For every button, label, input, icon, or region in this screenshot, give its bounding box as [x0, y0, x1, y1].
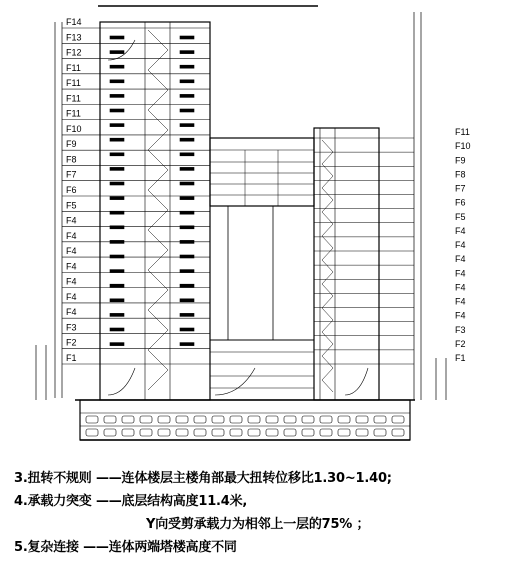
room-tag — [110, 109, 124, 112]
room-tag — [180, 255, 194, 258]
right-floor-label: F7 — [455, 183, 466, 194]
right-floor-label: F2 — [455, 338, 466, 349]
parking-car — [374, 429, 386, 436]
room-tag — [110, 226, 124, 229]
note-title: 承载力突变 — [27, 494, 92, 509]
left-floor-label: F7 — [66, 169, 77, 180]
right-floor-label: F4 — [455, 268, 466, 279]
parking-car — [356, 429, 368, 436]
left-floor-label: F11 — [66, 93, 81, 104]
room-tag — [180, 167, 194, 170]
right-tower — [314, 128, 379, 400]
parking-car — [212, 416, 224, 423]
left-floor-label: F4 — [66, 291, 77, 302]
parking-car — [320, 429, 332, 436]
note-dash: —— — [95, 471, 122, 486]
room-tag — [110, 284, 124, 287]
note-capacity — [14, 490, 247, 509]
note-title: 复杂连接 — [27, 540, 79, 555]
left-floor-label: F4 — [66, 276, 77, 287]
left-floor-label: F4 — [66, 230, 77, 241]
parking-car — [194, 429, 206, 436]
left-floor-label: F14 — [66, 17, 82, 27]
room-tag — [110, 51, 124, 54]
left-dimension-chain — [36, 22, 62, 400]
room-tag — [180, 65, 194, 68]
parking-car — [176, 416, 188, 423]
note-title: 扭转不规则 — [27, 471, 92, 486]
room-tag — [110, 255, 124, 258]
parking-car — [212, 429, 224, 436]
room-tag — [180, 124, 194, 127]
room-tag — [110, 65, 124, 68]
parking-car — [140, 416, 152, 423]
right-floor-label: F11 — [455, 127, 470, 137]
parking-car — [392, 416, 404, 423]
left-floor-label: F4 — [66, 307, 77, 318]
left-floor-label: F8 — [66, 154, 77, 165]
note-dash: —— — [95, 494, 122, 509]
room-tag — [110, 299, 124, 302]
note-text: 底层结构高度11.4米, — [121, 494, 248, 509]
right-floor-label: F4 — [455, 240, 466, 250]
parking-car — [284, 416, 296, 423]
room-tag — [180, 36, 194, 39]
parking-car — [230, 429, 242, 436]
parking-car — [86, 416, 98, 423]
left-floor-label: F4 — [66, 246, 77, 257]
parking-car — [374, 416, 386, 423]
left-floor-label: F13 — [66, 32, 82, 43]
note-number: 5. — [14, 540, 28, 555]
right-floor-label: F3 — [455, 324, 466, 335]
connecting-bridge — [210, 138, 314, 400]
parking-car — [140, 429, 152, 436]
room-tag — [110, 240, 124, 243]
parking-car — [266, 416, 278, 423]
room-tag — [180, 109, 194, 112]
room-tag — [180, 313, 194, 316]
left-floor-label: F12 — [66, 47, 82, 58]
left-floor-label: F11 — [66, 78, 81, 89]
basement-foundation — [75, 400, 415, 440]
room-tag — [180, 240, 194, 243]
room-tag — [110, 182, 124, 185]
parking-car — [176, 429, 188, 436]
room-tag — [110, 211, 124, 214]
room-tag — [180, 343, 194, 346]
right-floor-label: F4 — [455, 225, 466, 236]
parking-car — [194, 416, 206, 423]
room-tag — [110, 94, 124, 97]
parking-car — [356, 416, 368, 423]
room-tag — [180, 80, 194, 83]
room-tag — [180, 211, 194, 214]
room-tag — [110, 124, 124, 127]
left-floor-label: F4 — [66, 261, 77, 272]
room-tag — [180, 182, 194, 185]
parking-car — [122, 429, 134, 436]
room-tag — [180, 153, 194, 156]
note-capacity-continued — [146, 513, 369, 532]
room-tag — [110, 80, 124, 83]
room-tag — [110, 36, 124, 39]
parking-car — [122, 416, 134, 423]
room-tag — [110, 153, 124, 156]
room-tag — [110, 138, 124, 141]
parking-car — [284, 429, 296, 436]
note-text: 连体楼层主楼角部最大扭转位移比1.30~1.40; — [121, 471, 392, 486]
room-tag — [110, 313, 124, 316]
note-torsion — [14, 467, 392, 486]
right-floor-label: F4 — [455, 254, 466, 265]
parking-car — [104, 416, 116, 423]
room-tag — [180, 197, 194, 200]
room-tag — [180, 299, 194, 302]
note-text: 连体两端塔楼高度不同 — [108, 540, 237, 555]
right-floor-label: F1 — [455, 353, 466, 363]
note-dash: —— — [83, 540, 109, 555]
parking-car — [320, 416, 332, 423]
parking-car — [392, 429, 404, 436]
note-complex-connection — [14, 536, 237, 555]
room-tag — [180, 270, 194, 273]
left-floor-label: F1 — [66, 353, 77, 363]
room-tag — [110, 197, 124, 200]
parking-car — [230, 416, 242, 423]
room-tag — [110, 270, 124, 273]
parking-car — [248, 429, 260, 436]
room-tag — [180, 138, 194, 141]
left-floor-label: F10 — [66, 123, 82, 134]
left-floor-label: F4 — [66, 215, 77, 226]
right-floor-label: F8 — [455, 169, 466, 180]
right-floor-label: F6 — [455, 197, 466, 208]
note-number: 3. — [14, 471, 28, 486]
right-dimension-chain — [414, 12, 446, 400]
parking-car — [338, 429, 350, 436]
room-tag — [180, 51, 194, 54]
room-tag — [110, 343, 124, 346]
left-floor-label: F9 — [66, 139, 77, 150]
left-floor-label: F11 — [66, 62, 81, 73]
left-floor-label: F3 — [66, 322, 77, 333]
parking-car — [338, 416, 350, 423]
right-floor-label: F4 — [455, 296, 466, 307]
parking-car — [158, 416, 170, 423]
parking-car — [266, 429, 278, 436]
left-floor-label: F11 — [66, 108, 81, 119]
parking-car — [302, 429, 314, 436]
left-floor-label: F5 — [66, 200, 77, 211]
parking-car — [86, 429, 98, 436]
note-number: 4. — [14, 494, 28, 509]
room-tag — [180, 284, 194, 287]
left-floor-label: F2 — [66, 337, 77, 348]
left-floor-label: F6 — [66, 185, 77, 195]
room-tag — [180, 226, 194, 229]
room-tag — [180, 328, 194, 331]
right-floor-label: F10 — [455, 141, 471, 152]
right-floor-label: F5 — [455, 211, 466, 222]
right-floor-label: F4 — [455, 310, 466, 321]
room-tag — [110, 167, 124, 170]
note-text: Y向受剪承载力为相邻上一层的75% ； — [146, 517, 370, 532]
parking-car — [104, 429, 116, 436]
room-tag — [110, 328, 124, 331]
parking-car — [158, 429, 170, 436]
parking-car — [302, 416, 314, 423]
right-floor-label: F4 — [455, 282, 466, 293]
right-floor-label: F9 — [455, 155, 466, 166]
room-tag — [180, 94, 194, 97]
parking-car — [248, 416, 260, 423]
